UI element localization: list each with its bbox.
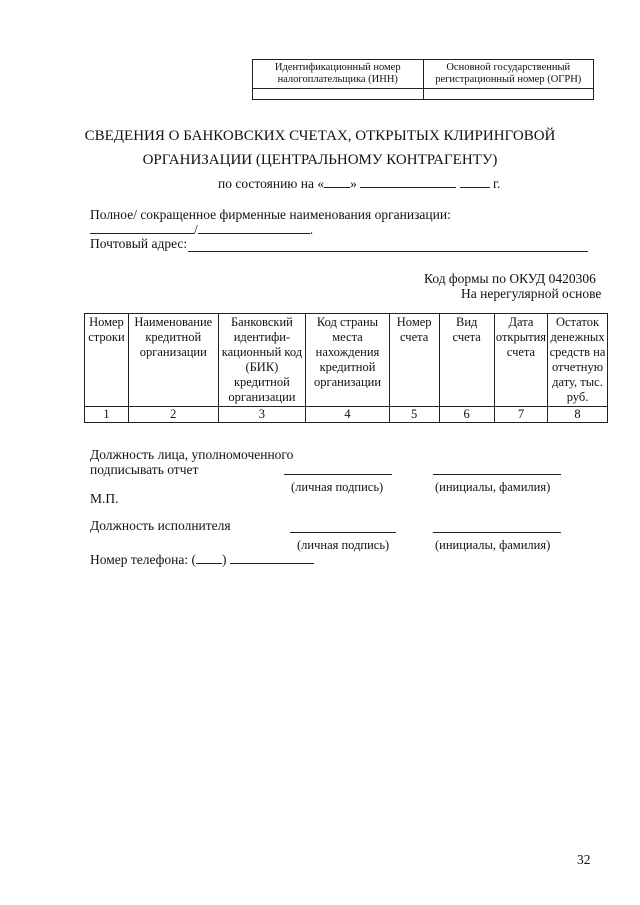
executor-position-label: Должность исполнителя — [90, 518, 231, 533]
col-number-2: 2 — [128, 407, 218, 423]
executor-signature-line — [290, 532, 396, 533]
col-header-row-number: Номер строки — [85, 314, 129, 407]
phone-prefix: Номер телефона: ( — [90, 552, 197, 567]
col-number-5: 5 — [389, 407, 439, 423]
col-header-account-number: Номер счета — [389, 314, 439, 407]
col-header-balance: Остаток денежных средств на отчетную дату, тыс. руб. — [548, 314, 608, 407]
stamp-place: М.П. — [90, 491, 119, 506]
inn-value-cell — [253, 89, 424, 100]
postal-address-line — [188, 251, 588, 252]
executor-signature-caption: (личная подпись) — [297, 538, 390, 552]
col-number-7: 7 — [494, 407, 547, 423]
date-suffix: г. — [492, 176, 501, 191]
date-mid: » — [350, 176, 357, 191]
date-year-blank — [460, 175, 490, 188]
report-date-line — [218, 175, 500, 192]
ogrn-header: Основной государственный регистрационный номер (ОГРН) — [423, 60, 594, 89]
authorized-initials-caption: (инициалы, фамилия) — [435, 480, 551, 494]
authorized-signature-caption: (личная подпись) — [291, 480, 384, 494]
date-day-blank — [324, 175, 350, 188]
org-name-line: / . — [90, 221, 313, 238]
col-number-6: 6 — [439, 407, 494, 423]
periodicity: На нерегулярной основе — [461, 286, 602, 301]
authorized-position-label-1: Должность лица, уполномоченного — [90, 447, 294, 462]
inn-header: Идентификационный номер налогоплательщика (ИНН) — [253, 60, 424, 89]
postal-address-label: Почтовый адрес: — [90, 236, 188, 251]
date-month-blank — [360, 175, 456, 188]
col-number-1: 1 — [85, 407, 129, 423]
authorized-position-label-2: подписывать отчет — [90, 462, 199, 477]
form-code: Код формы по ОКУД 0420306 — [424, 271, 596, 286]
phone-code-blank — [196, 551, 222, 564]
col-header-account-type: Вид счета — [439, 314, 494, 407]
col-header-bik: Банковский идентифи-кационный код (БИК) кредитной организации — [218, 314, 306, 407]
title-line-2: ОРГАНИЗАЦИИ (ЦЕНТРАЛЬНОМУ КОНТРАГЕНТУ) — [142, 152, 498, 168]
col-number-3: 3 — [218, 407, 306, 423]
col-number-4: 4 — [306, 407, 390, 423]
name-separator: / — [194, 222, 198, 237]
phone-line — [90, 551, 314, 568]
short-name-blank — [198, 221, 310, 234]
date-prefix: по состоянию на « — [218, 176, 325, 191]
org-name-label: Полное/ сокращенное фирменные наименования организации: — [90, 207, 451, 222]
accounts-table — [84, 313, 608, 423]
phone-suffix: ) — [222, 552, 227, 567]
phone-number-blank — [230, 551, 314, 564]
ogrn-value-cell — [423, 89, 594, 100]
col-header-open-date: Дата открытия счета — [494, 314, 547, 407]
col-header-country-code: Код страны места нахождения кредитной организации — [306, 314, 390, 407]
col-header-bank-name: Наименование кредитной организации — [128, 314, 218, 407]
executor-initials-line — [433, 532, 561, 533]
full-name-blank — [90, 221, 194, 234]
executor-initials-caption: (инициалы, фамилия) — [435, 538, 551, 552]
id-table — [252, 59, 594, 100]
authorized-signature-line — [284, 474, 392, 475]
authorized-initials-line — [433, 474, 561, 475]
page-number: 32 — [577, 852, 591, 867]
title-line-1: СВЕДЕНИЯ О БАНКОВСКИХ СЧЕТАХ, ОТКРЫТЫХ КЛИРИНГОВОЙ — [84, 128, 556, 144]
col-number-8: 8 — [548, 407, 608, 423]
